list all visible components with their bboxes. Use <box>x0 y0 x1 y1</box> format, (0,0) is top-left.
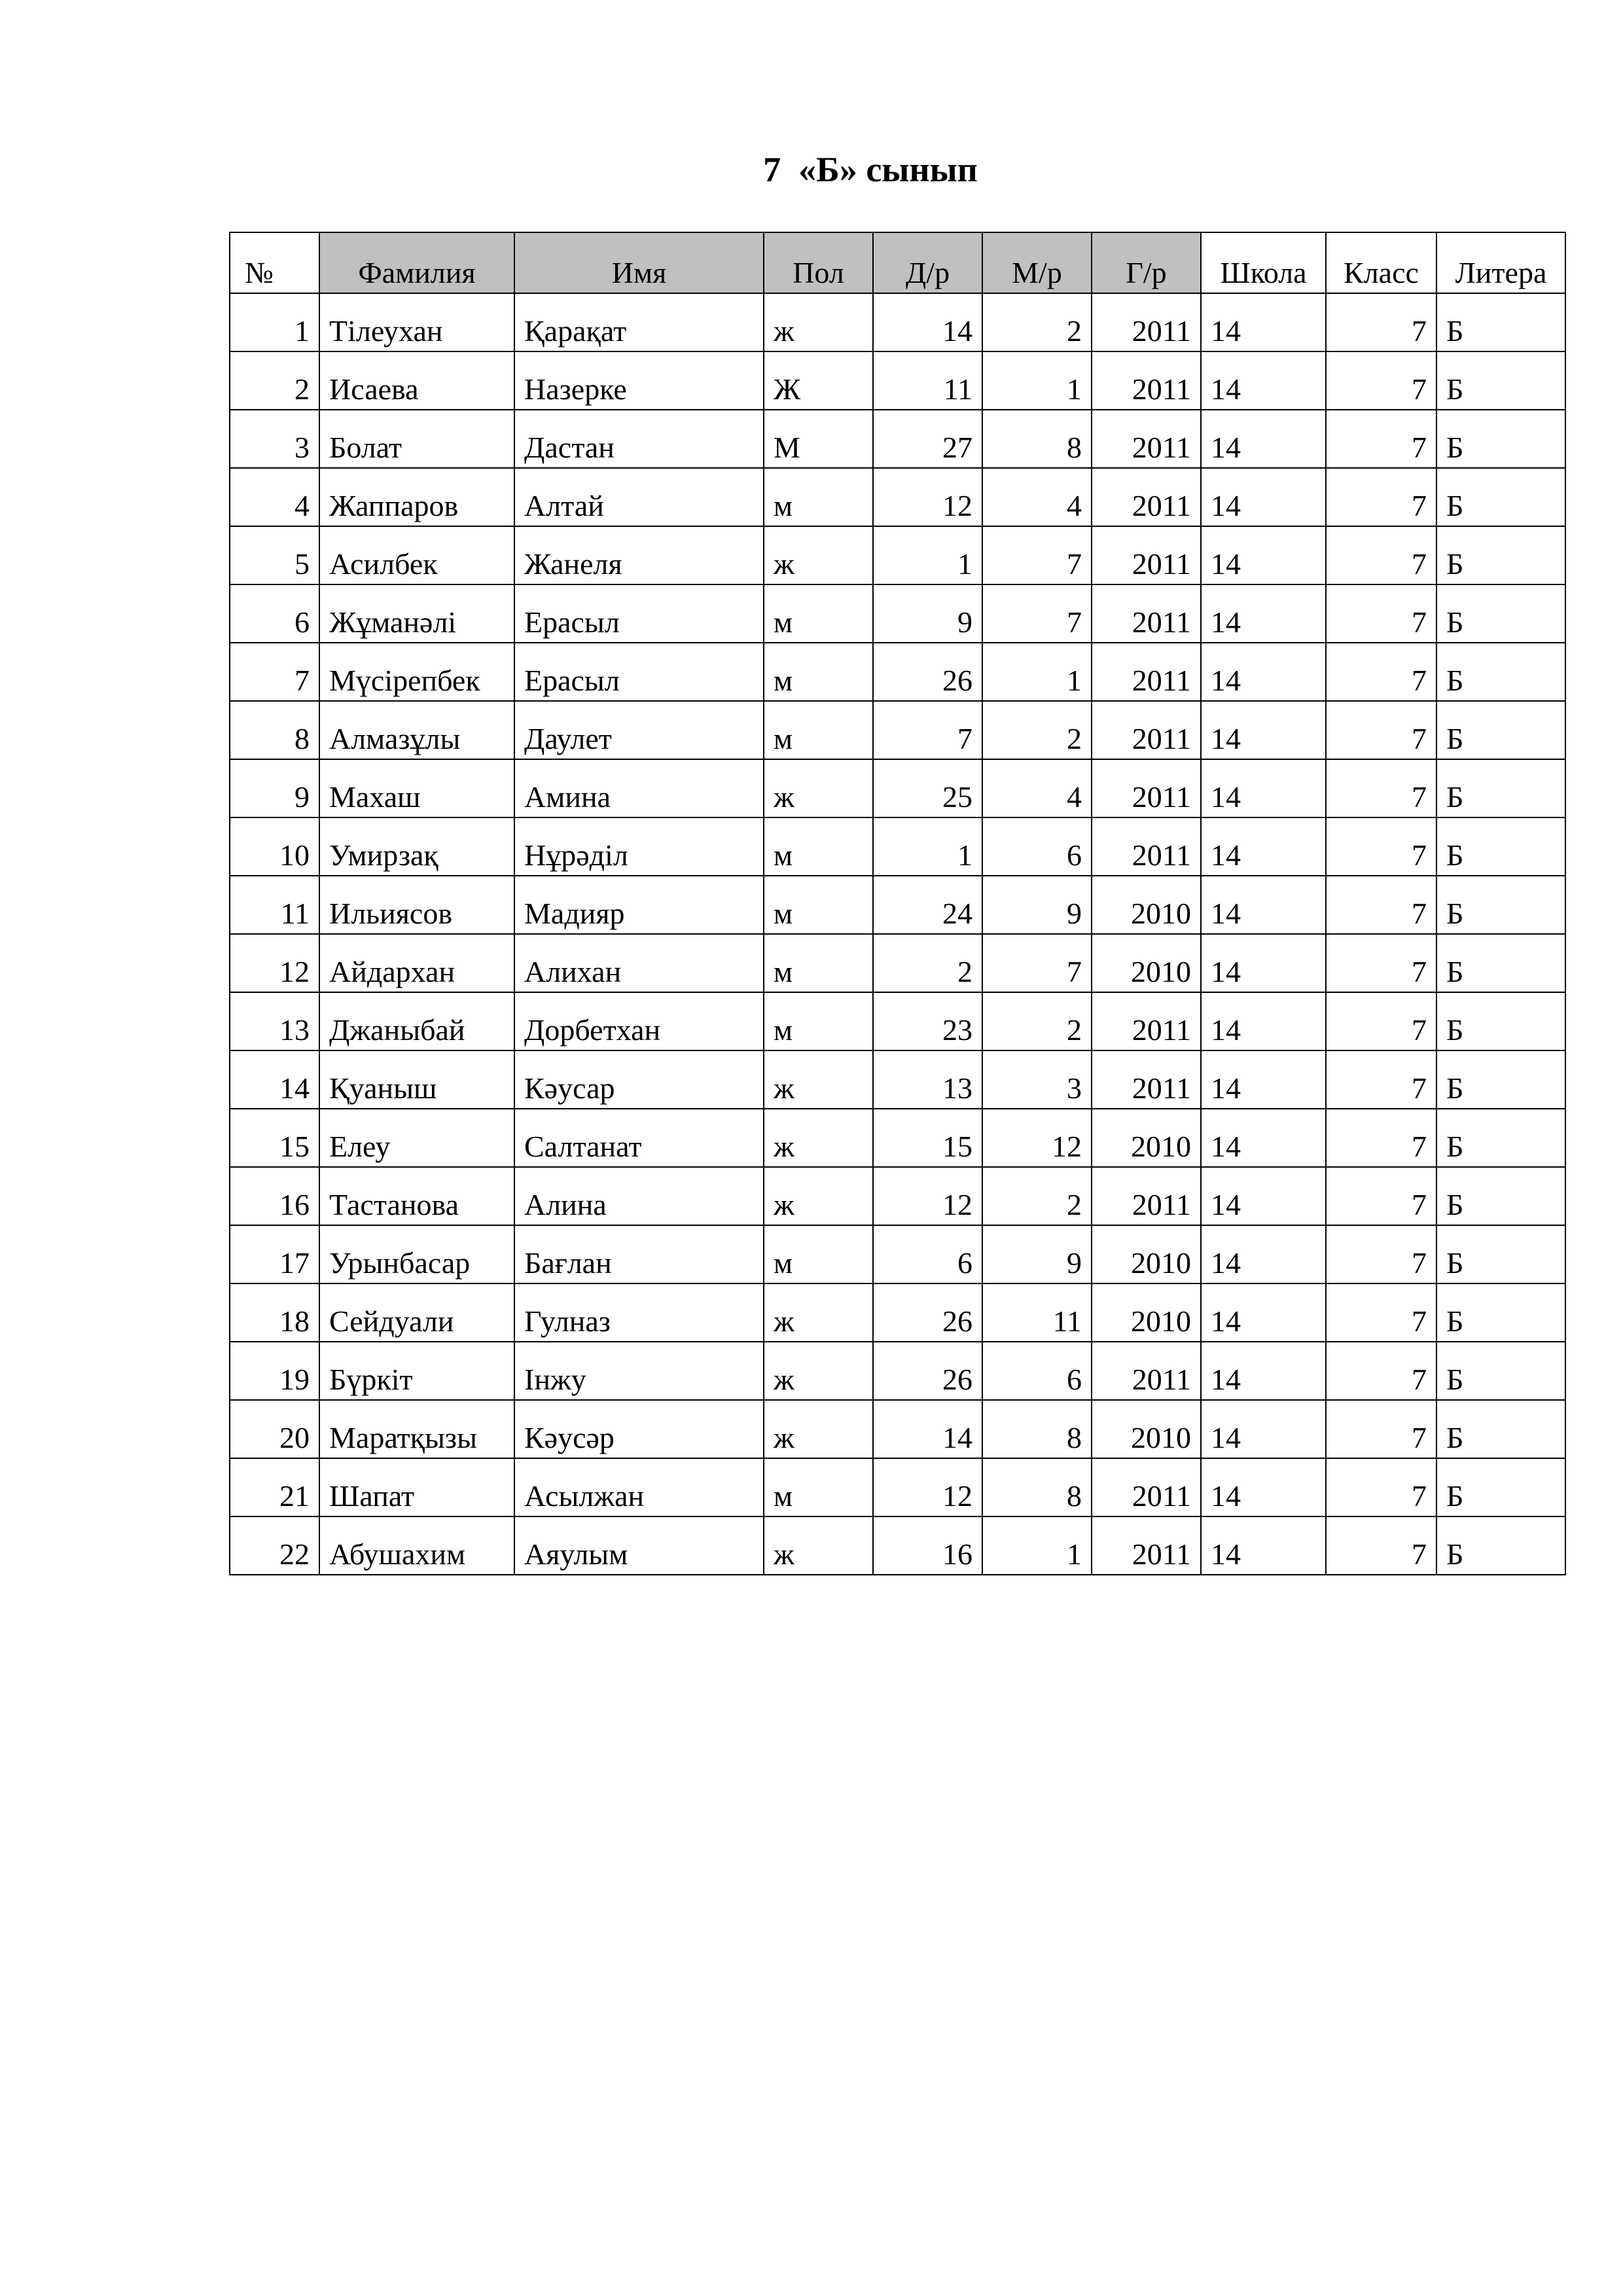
cell-birth-day: 14 <box>873 293 982 351</box>
cell-letter: Б <box>1436 876 1565 934</box>
cell-birth-month: 2 <box>982 992 1092 1050</box>
cell-birth-month: 8 <box>982 410 1092 468</box>
cell-gender: м <box>764 934 873 992</box>
table-row <box>230 584 1565 643</box>
cell-birth-year: 2011 <box>1092 351 1201 410</box>
cell-birth-month: 2 <box>982 293 1092 351</box>
table-row <box>230 351 1565 410</box>
cell-name: Аяулым <box>514 1516 764 1575</box>
cell-birth-year: 2011 <box>1092 1516 1201 1575</box>
cell-name: Алтай <box>514 468 764 526</box>
cell-letter: Б <box>1436 817 1565 876</box>
cell-school: 14 <box>1201 1225 1326 1283</box>
cell-class: 7 <box>1326 584 1436 643</box>
cell-name: Кәусар <box>514 1050 764 1109</box>
cell-number: 20 <box>230 1400 319 1458</box>
cell-birth-month: 4 <box>982 468 1092 526</box>
cell-birth-year: 2011 <box>1092 992 1201 1050</box>
cell-birth-month: 6 <box>982 1342 1092 1400</box>
cell-surname: Болат <box>319 410 514 468</box>
cell-gender: Ж <box>764 351 873 410</box>
cell-school: 14 <box>1201 1050 1326 1109</box>
table-row <box>230 817 1565 876</box>
cell-school: 14 <box>1201 410 1326 468</box>
cell-birth-day: 7 <box>873 701 982 759</box>
cell-name: Нұрәділ <box>514 817 764 876</box>
cell-name: Дорбетхан <box>514 992 764 1050</box>
cell-birth-year: 2011 <box>1092 1167 1201 1225</box>
cell-gender: ж <box>764 759 873 817</box>
cell-name: Бағлан <box>514 1225 764 1283</box>
cell-number: 3 <box>230 410 319 468</box>
cell-school: 14 <box>1201 1342 1326 1400</box>
header-birth-month: М/р <box>982 232 1092 293</box>
table-row <box>230 1283 1565 1342</box>
cell-letter: Б <box>1436 293 1565 351</box>
cell-birth-day: 1 <box>873 526 982 584</box>
table-row <box>230 526 1565 584</box>
cell-birth-year: 2011 <box>1092 468 1201 526</box>
header-name: Имя <box>514 232 764 293</box>
table-row <box>230 992 1565 1050</box>
cell-school: 14 <box>1201 1109 1326 1167</box>
table-row <box>230 876 1565 934</box>
cell-school: 14 <box>1201 584 1326 643</box>
cell-birth-month: 4 <box>982 759 1092 817</box>
cell-birth-month: 2 <box>982 701 1092 759</box>
cell-gender: м <box>764 817 873 876</box>
cell-surname: Джаныбай <box>319 992 514 1050</box>
header-class: Класс <box>1326 232 1436 293</box>
cell-number: 7 <box>230 643 319 701</box>
cell-birth-day: 11 <box>873 351 982 410</box>
cell-class: 7 <box>1326 1458 1436 1516</box>
cell-class: 7 <box>1326 1109 1436 1167</box>
cell-class: 7 <box>1326 468 1436 526</box>
cell-birth-year: 2011 <box>1092 1050 1201 1109</box>
cell-number: 22 <box>230 1516 319 1575</box>
cell-surname: Алмазұлы <box>319 701 514 759</box>
cell-gender: ж <box>764 1050 873 1109</box>
cell-gender: м <box>764 876 873 934</box>
cell-name: Гулназ <box>514 1283 764 1342</box>
cell-birth-day: 12 <box>873 1167 982 1225</box>
cell-birth-year: 2011 <box>1092 584 1201 643</box>
cell-surname: Махаш <box>319 759 514 817</box>
cell-birth-month: 9 <box>982 1225 1092 1283</box>
cell-gender: ж <box>764 1516 873 1575</box>
header-gender: Пол <box>764 232 873 293</box>
cell-school: 14 <box>1201 1400 1326 1458</box>
cell-name: Даулет <box>514 701 764 759</box>
cell-birth-month: 1 <box>982 351 1092 410</box>
cell-number: 19 <box>230 1342 319 1400</box>
cell-birth-year: 2011 <box>1092 759 1201 817</box>
cell-gender: ж <box>764 1400 873 1458</box>
cell-letter: Б <box>1436 584 1565 643</box>
cell-name: Ерасыл <box>514 643 764 701</box>
cell-birth-day: 12 <box>873 1458 982 1516</box>
cell-birth-day: 9 <box>873 584 982 643</box>
table-row <box>230 701 1565 759</box>
cell-school: 14 <box>1201 876 1326 934</box>
header-letter: Литера <box>1436 232 1565 293</box>
cell-surname: Қуаныш <box>319 1050 514 1109</box>
cell-birth-year: 2010 <box>1092 1109 1201 1167</box>
cell-number: 15 <box>230 1109 319 1167</box>
cell-surname: Асилбек <box>319 526 514 584</box>
cell-name: Дастан <box>514 410 764 468</box>
table-row <box>230 1225 1565 1283</box>
cell-gender: м <box>764 468 873 526</box>
cell-birth-year: 2011 <box>1092 817 1201 876</box>
cell-class: 7 <box>1326 1050 1436 1109</box>
cell-surname: Абушахим <box>319 1516 514 1575</box>
cell-school: 14 <box>1201 817 1326 876</box>
cell-birth-year: 2011 <box>1092 1342 1201 1400</box>
cell-birth-day: 6 <box>873 1225 982 1283</box>
cell-class: 7 <box>1326 876 1436 934</box>
cell-gender: ж <box>764 293 873 351</box>
cell-letter: Б <box>1436 1342 1565 1400</box>
cell-gender: М <box>764 410 873 468</box>
student-table <box>229 232 1566 1575</box>
cell-birth-year: 2010 <box>1092 876 1201 934</box>
cell-surname: Шапат <box>319 1458 514 1516</box>
cell-letter: Б <box>1436 468 1565 526</box>
table-row <box>230 1050 1565 1109</box>
table-row <box>230 410 1565 468</box>
cell-birth-month: 7 <box>982 934 1092 992</box>
cell-school: 14 <box>1201 934 1326 992</box>
cell-class: 7 <box>1326 817 1436 876</box>
cell-birth-month: 7 <box>982 584 1092 643</box>
cell-birth-day: 25 <box>873 759 982 817</box>
cell-gender: м <box>764 643 873 701</box>
cell-birth-day: 15 <box>873 1109 982 1167</box>
cell-birth-day: 2 <box>873 934 982 992</box>
cell-name: Салтанат <box>514 1109 764 1167</box>
cell-surname: Сейдуали <box>319 1283 514 1342</box>
cell-number: 10 <box>230 817 319 876</box>
cell-school: 14 <box>1201 1167 1326 1225</box>
cell-class: 7 <box>1326 526 1436 584</box>
cell-number: 12 <box>230 934 319 992</box>
cell-surname: Тастанова <box>319 1167 514 1225</box>
cell-class: 7 <box>1326 1516 1436 1575</box>
cell-letter: Б <box>1436 1283 1565 1342</box>
cell-number: 21 <box>230 1458 319 1516</box>
cell-gender: ж <box>764 1283 873 1342</box>
cell-school: 14 <box>1201 351 1326 410</box>
page-title: 7 «Б» сынып <box>763 150 978 189</box>
cell-letter: Б <box>1436 1458 1565 1516</box>
cell-class: 7 <box>1326 410 1436 468</box>
cell-number: 17 <box>230 1225 319 1283</box>
table-row <box>230 1342 1565 1400</box>
cell-letter: Б <box>1436 1109 1565 1167</box>
cell-school: 14 <box>1201 1516 1326 1575</box>
cell-class: 7 <box>1326 701 1436 759</box>
cell-surname: Жаппаров <box>319 468 514 526</box>
cell-birth-year: 2011 <box>1092 410 1201 468</box>
header-number: № <box>230 232 319 293</box>
cell-surname: Маратқызы <box>319 1400 514 1458</box>
cell-name: Назерке <box>514 351 764 410</box>
cell-birth-year: 2010 <box>1092 934 1201 992</box>
cell-name: Қарақат <box>514 293 764 351</box>
cell-letter: Б <box>1436 1225 1565 1283</box>
cell-school: 14 <box>1201 759 1326 817</box>
cell-birth-month: 11 <box>982 1283 1092 1342</box>
cell-birth-day: 14 <box>873 1400 982 1458</box>
cell-name: Алихан <box>514 934 764 992</box>
cell-birth-month: 8 <box>982 1458 1092 1516</box>
cell-birth-day: 13 <box>873 1050 982 1109</box>
cell-name: Алина <box>514 1167 764 1225</box>
cell-school: 14 <box>1201 293 1326 351</box>
cell-birth-year: 2011 <box>1092 701 1201 759</box>
cell-name: Мадияр <box>514 876 764 934</box>
cell-birth-month: 7 <box>982 526 1092 584</box>
cell-birth-year: 2010 <box>1092 1283 1201 1342</box>
cell-name: Кәусәр <box>514 1400 764 1458</box>
cell-number: 14 <box>230 1050 319 1109</box>
table-row <box>230 1400 1565 1458</box>
cell-letter: Б <box>1436 351 1565 410</box>
cell-number: 2 <box>230 351 319 410</box>
cell-birth-day: 16 <box>873 1516 982 1575</box>
cell-surname: Тілеухан <box>319 293 514 351</box>
table-row <box>230 1458 1565 1516</box>
cell-letter: Б <box>1436 410 1565 468</box>
cell-gender: ж <box>764 1342 873 1400</box>
cell-birth-year: 2010 <box>1092 1225 1201 1283</box>
cell-class: 7 <box>1326 1225 1436 1283</box>
cell-surname: Исаева <box>319 351 514 410</box>
cell-birth-year: 2011 <box>1092 643 1201 701</box>
cell-class: 7 <box>1326 351 1436 410</box>
cell-birth-day: 27 <box>873 410 982 468</box>
table-header-row <box>230 232 1565 293</box>
cell-letter: Б <box>1436 934 1565 992</box>
cell-number: 6 <box>230 584 319 643</box>
header-birth-day: Д/р <box>873 232 982 293</box>
header-birth-year: Г/р <box>1092 232 1201 293</box>
cell-letter: Б <box>1436 526 1565 584</box>
cell-birth-year: 2011 <box>1092 1458 1201 1516</box>
cell-birth-day: 23 <box>873 992 982 1050</box>
cell-number: 5 <box>230 526 319 584</box>
cell-class: 7 <box>1326 1342 1436 1400</box>
cell-birth-day: 24 <box>873 876 982 934</box>
cell-number: 8 <box>230 701 319 759</box>
cell-birth-day: 12 <box>873 468 982 526</box>
cell-class: 7 <box>1326 992 1436 1050</box>
table-body <box>230 293 1565 1575</box>
cell-number: 9 <box>230 759 319 817</box>
table-row <box>230 1167 1565 1225</box>
table-row <box>230 934 1565 992</box>
cell-birth-month: 1 <box>982 643 1092 701</box>
cell-birth-month: 1 <box>982 1516 1092 1575</box>
cell-name: Ерасыл <box>514 584 764 643</box>
cell-class: 7 <box>1326 1400 1436 1458</box>
cell-birth-month: 8 <box>982 1400 1092 1458</box>
table-row <box>230 1109 1565 1167</box>
cell-gender: м <box>764 584 873 643</box>
cell-school: 14 <box>1201 701 1326 759</box>
cell-birth-day: 1 <box>873 817 982 876</box>
cell-school: 14 <box>1201 468 1326 526</box>
cell-letter: Б <box>1436 643 1565 701</box>
cell-birth-year: 2011 <box>1092 526 1201 584</box>
cell-school: 14 <box>1201 1283 1326 1342</box>
cell-birth-year: 2011 <box>1092 293 1201 351</box>
table-row <box>230 759 1565 817</box>
cell-number: 13 <box>230 992 319 1050</box>
cell-surname: Бүркіт <box>319 1342 514 1400</box>
cell-class: 7 <box>1326 643 1436 701</box>
header-surname: Фамилия <box>319 232 514 293</box>
header-school: Школа <box>1201 232 1326 293</box>
cell-birth-month: 3 <box>982 1050 1092 1109</box>
cell-letter: Б <box>1436 1516 1565 1575</box>
cell-name: Амина <box>514 759 764 817</box>
cell-surname: Мүсірепбек <box>319 643 514 701</box>
cell-surname: Елеу <box>319 1109 514 1167</box>
table-row <box>230 1516 1565 1575</box>
cell-number: 4 <box>230 468 319 526</box>
cell-gender: м <box>764 992 873 1050</box>
cell-birth-day: 26 <box>873 1283 982 1342</box>
cell-class: 7 <box>1326 759 1436 817</box>
cell-school: 14 <box>1201 992 1326 1050</box>
cell-letter: Б <box>1436 1050 1565 1109</box>
cell-school: 14 <box>1201 1458 1326 1516</box>
cell-number: 16 <box>230 1167 319 1225</box>
cell-birth-day: 26 <box>873 643 982 701</box>
cell-gender: ж <box>764 526 873 584</box>
cell-school: 14 <box>1201 526 1326 584</box>
cell-birth-day: 26 <box>873 1342 982 1400</box>
cell-gender: ж <box>764 1109 873 1167</box>
cell-birth-month: 9 <box>982 876 1092 934</box>
cell-gender: м <box>764 1458 873 1516</box>
cell-number: 18 <box>230 1283 319 1342</box>
cell-gender: м <box>764 1225 873 1283</box>
cell-class: 7 <box>1326 293 1436 351</box>
cell-name: Асылжан <box>514 1458 764 1516</box>
cell-surname: Ильиясов <box>319 876 514 934</box>
cell-gender: м <box>764 701 873 759</box>
cell-birth-month: 12 <box>982 1109 1092 1167</box>
cell-name: Інжу <box>514 1342 764 1400</box>
cell-gender: ж <box>764 1167 873 1225</box>
cell-birth-month: 6 <box>982 817 1092 876</box>
cell-surname: Урынбасар <box>319 1225 514 1283</box>
cell-surname: Умирзақ <box>319 817 514 876</box>
cell-letter: Б <box>1436 1400 1565 1458</box>
cell-number: 11 <box>230 876 319 934</box>
cell-class: 7 <box>1326 1283 1436 1342</box>
cell-surname: Айдархан <box>319 934 514 992</box>
cell-number: 1 <box>230 293 319 351</box>
cell-birth-year: 2010 <box>1092 1400 1201 1458</box>
cell-class: 7 <box>1326 934 1436 992</box>
cell-letter: Б <box>1436 759 1565 817</box>
table-row <box>230 643 1565 701</box>
cell-name: Жанеля <box>514 526 764 584</box>
table-row <box>230 293 1565 351</box>
cell-letter: Б <box>1436 992 1565 1050</box>
cell-letter: Б <box>1436 701 1565 759</box>
cell-school: 14 <box>1201 643 1326 701</box>
cell-class: 7 <box>1326 1167 1436 1225</box>
cell-birth-month: 2 <box>982 1167 1092 1225</box>
cell-letter: Б <box>1436 1167 1565 1225</box>
cell-surname: Жұманәлі <box>319 584 514 643</box>
table-row <box>230 468 1565 526</box>
